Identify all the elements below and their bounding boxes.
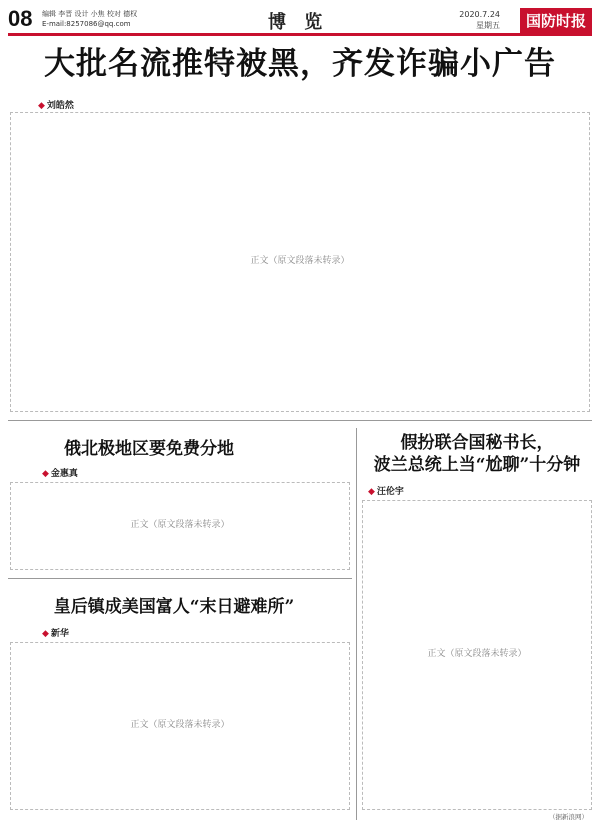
article-3-headline-line1: 假扮联合国秘书长， (400, 433, 554, 453)
date-line: 2020.7.24 (459, 10, 500, 19)
staff-line: 编辑 李晋 设计 小焦 校对 德权 (42, 10, 138, 18)
article-1-body (10, 112, 590, 412)
divider (8, 578, 352, 579)
weekday-line: 星期五 (476, 21, 500, 30)
masthead (8, 6, 592, 36)
article-4-headline: 皇后镇成美国富人“末日避难所” (53, 597, 295, 617)
author: 汪伦宇 (376, 487, 404, 497)
author: 金惠真 (50, 469, 78, 479)
column-divider (356, 428, 357, 820)
source-credit: （据新浪网） (549, 813, 588, 821)
article-1-byline (38, 98, 74, 111)
article-1-headline: 大批名流推特被黑，齐发诈骗小广告 (44, 46, 556, 82)
article-2-headline: 俄北极地区要免费分地 (64, 439, 234, 459)
article-3-body-placeholder: 正文（原文段落未转录） (362, 500, 592, 810)
author: 刘皓然 (46, 101, 74, 111)
article-4-byline (42, 626, 69, 639)
article-1-body-placeholder: 正文（原文段落未转录） (10, 112, 590, 412)
article-3-byline (368, 484, 404, 497)
email-line: E-mail:8257086@qq.com (42, 20, 131, 28)
diamond-icon: ◆ (38, 101, 45, 111)
staff-credits (42, 9, 137, 29)
author: 新华 (50, 629, 69, 639)
diamond-icon: ◆ (42, 469, 49, 479)
paper-logo: 国防时报 (520, 8, 592, 33)
article-4-body (10, 642, 350, 810)
article-3-headline-line2: 波兰总统上当“尬聊”十分钟 (373, 455, 581, 475)
article-3-body (362, 500, 592, 810)
article-2-byline (42, 466, 78, 479)
diamond-icon: ◆ (368, 487, 375, 497)
diamond-icon: ◆ (42, 629, 49, 639)
article-2-body (10, 482, 350, 570)
divider (8, 420, 592, 421)
article-2-body-placeholder: 正文（原文段落未转录） (10, 482, 350, 570)
page-number: 08 (8, 6, 33, 31)
issue-date (459, 9, 500, 31)
article-4-body-placeholder: 正文（原文段落未转录） (10, 642, 350, 810)
section-title: 博 览 (268, 12, 329, 33)
